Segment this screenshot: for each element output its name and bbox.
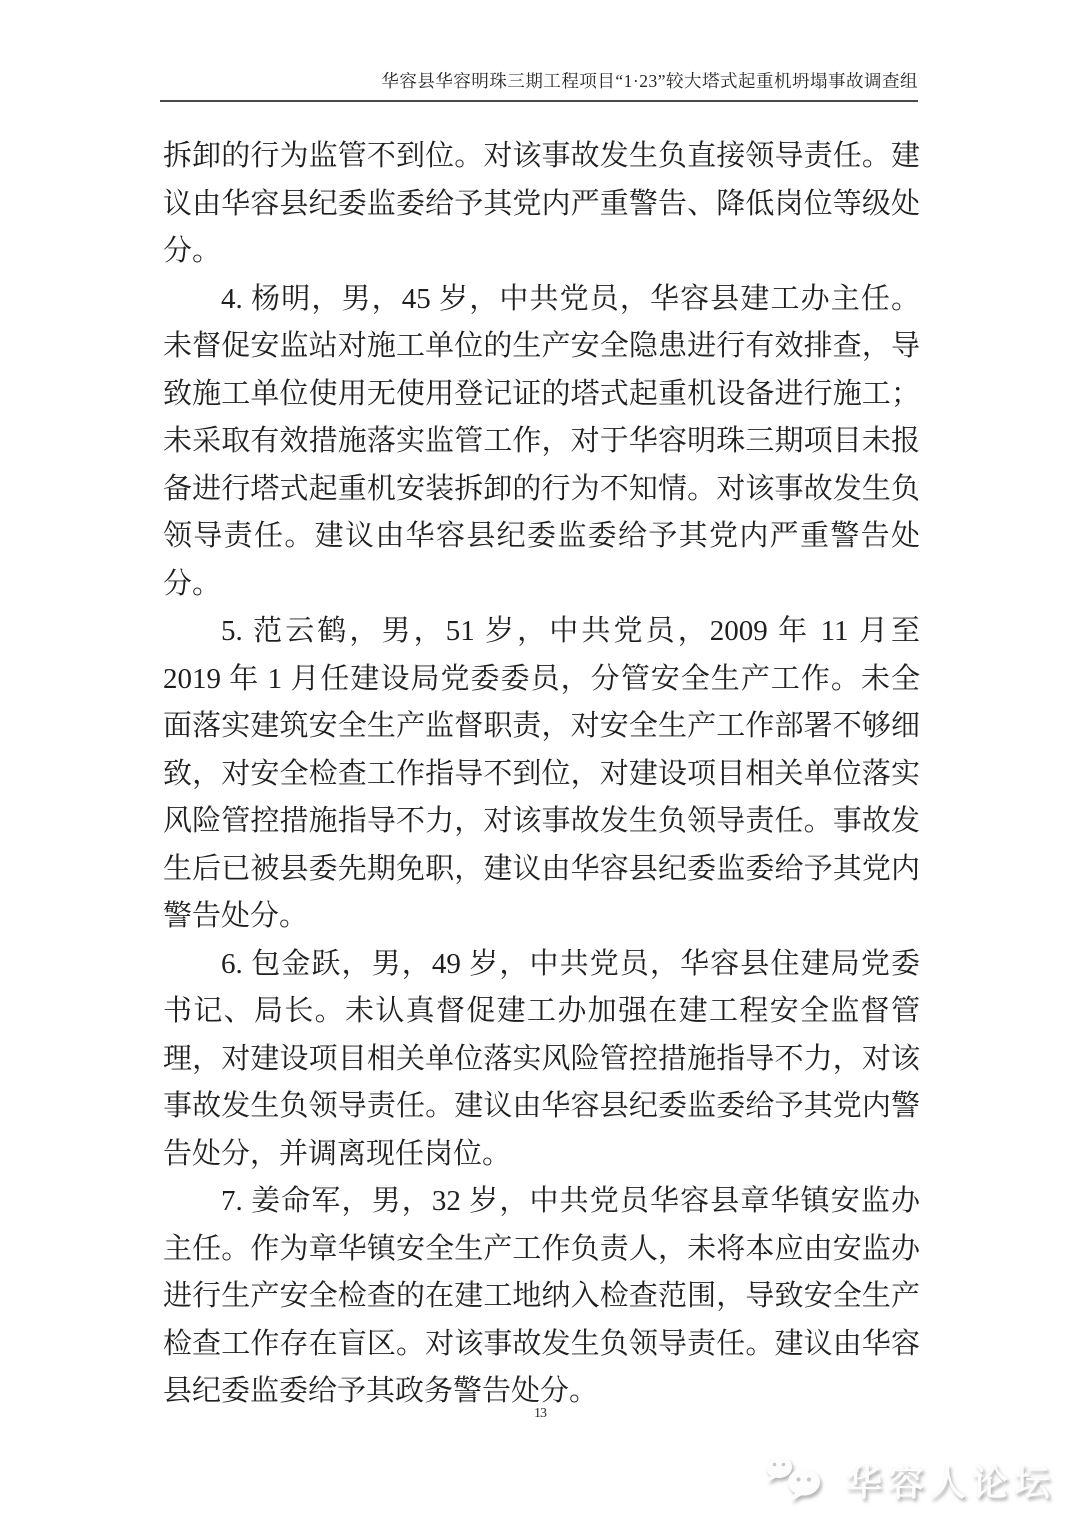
body-paragraph-item-7: 7. 姜命军，男，32 岁，中共党员华容县章华镇安监办主任。作为章华镇安全生产工作负责人，未将本应由安监办进行生产安全检查的在建工地纳入检查范围，导致安全生产检查工作存在盲区。对该事故发生负领导责任。建议由华容县纪委监委给予其政务警告处分。	[163, 1185, 920, 1407]
body-paragraph-item-4: 4. 杨明，男，45 岁，中共党员，华容县建工办主任。未督促安监站对施工单位的生产安全隐患进行有效排查，导致施工单位使用无使用登记证的塔式起重机设备进行施工；未采取有效措施落实监管工作，对于华容明珠三期项目未报备进行塔式起重机安装拆卸的行为不知情。对该事故发生负领导责任。建议由华容县纪委监委给予其党内严重警告处分。	[163, 282, 920, 600]
document-body	[163, 133, 920, 1416]
forum-watermark	[762, 1452, 1056, 1508]
watermark-label: 华容人论坛	[845, 1461, 1056, 1503]
header-title: 华容县华容明珠三期工程项目“1·23”较大塔式起重机坍塌事故调查组	[381, 71, 918, 91]
chat-bubbles-logo-icon	[762, 1452, 834, 1508]
body-paragraph-item-5: 5. 范云鹤，男，51 岁，中共党员，2009 年 11 月至 2019 年 1 月任建设局党委委员，分管安全生产工作。未全面落实建筑安全生产监督职责，对安全生产工作部署不够细致，对安全检查工作指导不到位，对建设项目相关单位落实风险管控措施指导不力，对该事故发生负领导责任。事故发生后已被县委先期免职，建议由华容县纪委监委给予其党内警告处分。	[163, 615, 920, 932]
page-number: 13	[534, 1406, 546, 1421]
body-paragraph-item-6: 6. 包金跃，男，49 岁，中共党员，华容县住建局党委书记、局长。未认真督促建工办加强在建工程安全监督管理，对建设项目相关单位落实风险管控措施指导不力，对该事故发生负领导责任。建议由华容县纪委监委给予其党内警告处分，并调离现任岗位。	[163, 947, 920, 1170]
body-paragraph-continuation: 拆卸的行为监管不到位。对该事故发生负直接领导责任。建议由华容县纪委监委给予其党内严重警告、降低岗位等级处分。	[163, 140, 920, 267]
page-header	[160, 68, 918, 102]
